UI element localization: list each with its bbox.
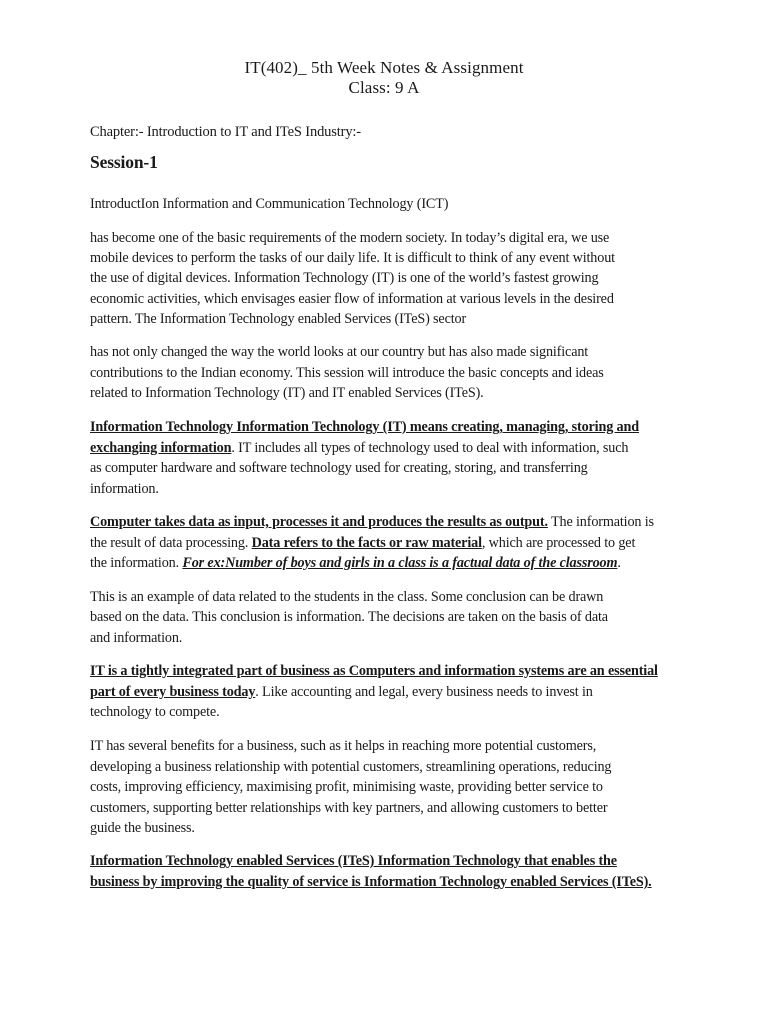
p7-line-1: IT has several benefits for a business, such as it helps in reaching more potential customers, xyxy=(90,738,597,754)
p4-line-3-pre: the information. xyxy=(90,555,183,571)
p2-line-2: contributions to the Indian economy. This session will introduce the basic concepts and ideas xyxy=(90,365,604,381)
p4-line-3 xyxy=(90,555,621,572)
p3-line-2-rest: . IT includes all types of technology used to deal with information, such xyxy=(231,440,629,456)
p4-line-2-pre: the result of data processing. xyxy=(90,535,252,551)
session-heading: Session-1 xyxy=(90,152,158,172)
p6-line-1 xyxy=(90,663,658,680)
document-title: IT(402)_ 5th Week Notes & Assignment xyxy=(244,58,524,77)
every-business-bold: part of every business today xyxy=(90,684,256,700)
p6-line-2 xyxy=(90,684,593,701)
p2-line-3: related to Information Technology (IT) and IT enabled Services (ITeS). xyxy=(90,385,484,401)
p4-line-3-rest: . xyxy=(617,555,621,571)
p2-line-1: has not only changed the way the world looks at our country but has also made significant xyxy=(90,344,589,360)
p1-line-5: pattern. The Information Technology enabled Services (ITeS) sector xyxy=(90,311,467,327)
computer-data-bold: Computer takes data as input, processes it and produces the results as output. xyxy=(90,514,548,530)
p5-line-1: This is an example of data related to the students in the class. Some conclusion can be drawn xyxy=(90,589,604,605)
p1-line-4: economic activities, which envisages easier flow of information at various levels in the desired xyxy=(90,291,614,307)
ites-definition-bold-1: Information Technology enabled Services (ITeS) Information Technology that enables the xyxy=(90,853,617,869)
it-definition-bold: Information Technology Information Technology (IT) means creating, managing, storing and xyxy=(90,419,639,435)
p4-line-1 xyxy=(90,514,654,531)
p8-line-2 xyxy=(90,874,652,891)
p3-line-3: as computer hardware and software technology used for creating, storing, and transferring xyxy=(90,460,588,476)
p5-line-3: and information. xyxy=(90,630,183,646)
p3-line-4: information. xyxy=(90,481,159,497)
p8-line-1 xyxy=(90,853,617,870)
p4-line-2 xyxy=(90,535,635,552)
p4-line-2-rest: , which are processed to get xyxy=(481,535,636,551)
it-business-bold: IT is a tightly integrated part of business as Computers and information systems are an essential xyxy=(90,663,658,679)
p7-line-3: costs, improving efficiency, maximising profit, minimising waste, providing better service to xyxy=(90,779,603,795)
p7-line-5: guide the business. xyxy=(90,820,195,836)
p1-line-2: mobile devices to perform the tasks of our daily life. It is difficult to think of any event without xyxy=(90,250,615,266)
ites-definition-bold-2: business by improving the quality of service is Information Technology enabled Services (ITeS). xyxy=(90,874,652,890)
p7-line-2: developing a business relationship with potential customers, streamlining operations, reducing xyxy=(90,759,612,775)
p6-line-2-rest: . Like accounting and legal, every business needs to invest in xyxy=(255,684,593,700)
exchanging-information-bold: exchanging information xyxy=(90,440,232,456)
p4-line-1-rest: The information is xyxy=(547,514,654,530)
p3-line-1 xyxy=(90,419,639,436)
p5-line-2: based on the data. This conclusion is information. The decisions are taken on the basis of data xyxy=(90,609,608,625)
p7-line-4: customers, supporting better relationships with key partners, and allowing customers to better xyxy=(90,800,608,816)
p6-line-3: technology to compete. xyxy=(90,704,220,720)
chapter-heading: Chapter:- Introduction to IT and ITeS Industry:- xyxy=(90,124,361,140)
p1-line-3: the use of digital devices. Information Technology (IT) is one of the world’s fastest growing xyxy=(90,270,599,286)
intro-heading: IntroductIon Information and Communication Technology (ICT) xyxy=(90,196,449,212)
example-italic: For ex:Number of boys and girls in a class is a factual data of the classroom xyxy=(182,555,618,571)
p3-line-2 xyxy=(90,440,628,457)
data-definition-bold: Data refers to the facts or raw material xyxy=(251,535,482,551)
class-label: Class: 9 A xyxy=(348,78,420,97)
p1-line-1: has become one of the basic requirements of the modern society. In today’s digital era, we use xyxy=(90,230,610,246)
